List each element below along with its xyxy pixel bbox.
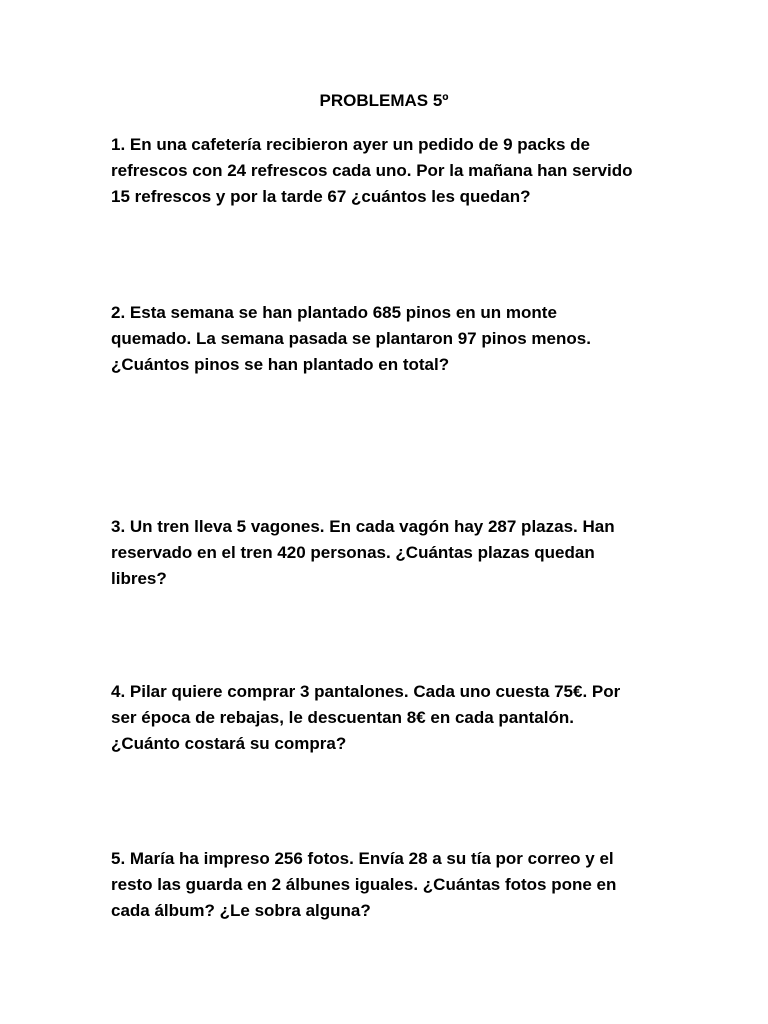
problem-5-line-2: resto las guarda en 2 álbunes iguales. ¿Cuántas fotos pone en	[111, 875, 617, 894]
problem-1-line-3: 15 refrescos y por la tarde 67 ¿cuántos les quedan?	[111, 187, 531, 206]
problem-2-line-3: ¿Cuántos pinos se han plantado en total?	[111, 355, 450, 374]
problem-3-line-1: 3. Un tren lleva 5 vagones. En cada vagón hay 287 plazas. Han	[111, 517, 615, 536]
problem-5	[111, 846, 671, 924]
problem-5-line-3: cada álbum? ¿Le sobra alguna?	[111, 901, 371, 920]
problem-1-line-2: refrescos con 24 refrescos cada uno. Por la mañana han servido	[111, 161, 633, 180]
problem-3-line-3: libres?	[111, 569, 167, 588]
problem-4-line-1: 4. Pilar quiere comprar 3 pantalones. Cada uno cuesta 75€. Por	[111, 682, 621, 701]
problem-4-line-2: ser época de rebajas, le descuentan 8€ en cada pantalón.	[111, 708, 574, 727]
problem-1-line-1: 1. En una cafetería recibieron ayer un pedido de 9 packs de	[111, 135, 591, 154]
problem-2-line-2: quemado. La semana pasada se plantaron 97 pinos menos.	[111, 329, 591, 348]
problem-3	[111, 514, 671, 592]
problem-3-line-2: reservado en el tren 420 personas. ¿Cuántas plazas quedan	[111, 543, 595, 562]
problem-5-line-1: 5. María ha impreso 256 fotos. Envía 28 a su tía por correo y el	[111, 849, 614, 868]
problem-2-line-1: 2. Esta semana se han plantado 685 pinos en un monte	[111, 303, 557, 322]
page-title: PROBLEMAS 5º	[319, 91, 449, 110]
problem-2	[111, 300, 671, 378]
problem-1	[111, 132, 671, 210]
problem-4	[111, 679, 671, 757]
problem-4-line-3: ¿Cuánto costará su compra?	[111, 734, 347, 753]
